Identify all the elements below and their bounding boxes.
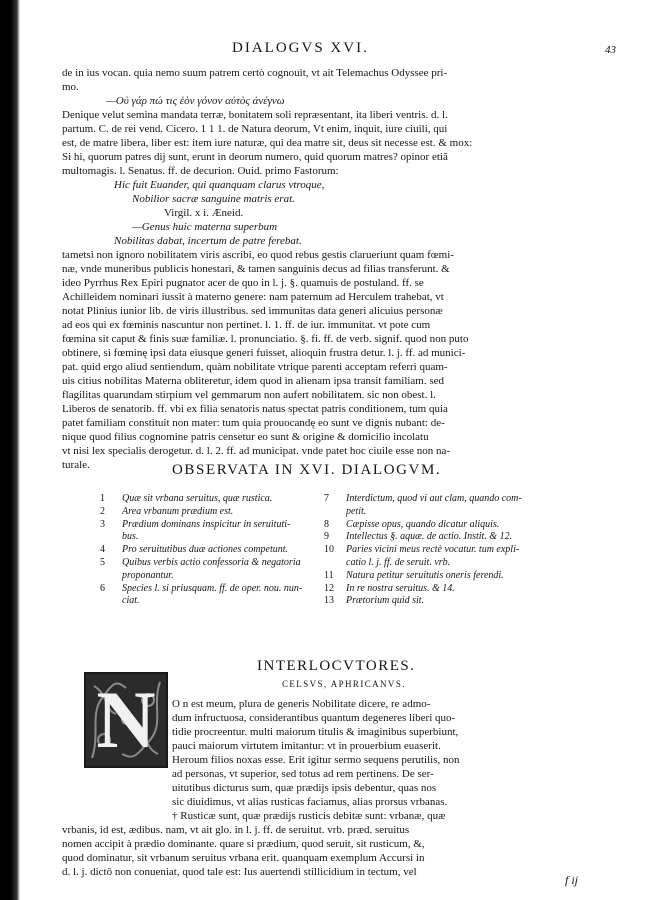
text-line: patet familiam constituit non mater: tum quia prouocandę eo sunt ve dignis nubant: de- xyxy=(62,417,445,429)
entry-text: Natura petitur seruitutis oneris ferendi. xyxy=(346,569,504,581)
verse-line: Hic fuit Euander, qui quanquam clarus vtroque, xyxy=(114,179,325,191)
observata-entry xyxy=(100,519,350,545)
entry-text: Species l. si priusquam. ff. de oper. nou. nun- ciat. xyxy=(122,582,303,607)
verse-line: Nobilior sacræ sanguine matris erat. xyxy=(132,193,295,205)
observata-entry xyxy=(324,519,574,532)
page-number: 43 xyxy=(605,44,616,56)
entry-number: 9 xyxy=(324,531,329,543)
observata-entry xyxy=(100,557,350,583)
entry-text: Interdictum, quod vi aut clam, quando com- petit. xyxy=(346,493,522,517)
text-line: nique quod filius cognomine patris censetur eo sunt & origine & domicilio incolatu xyxy=(62,431,429,443)
entry-number: 3 xyxy=(100,518,105,530)
text-line: vt nisi lex specialis derogetur. d. l. 2. ff. ad municipat. vnde patet hoc ciuile esse non na- xyxy=(62,445,451,457)
entry-number: 2 xyxy=(100,505,105,517)
observata-entry xyxy=(324,583,574,596)
text-line: uitutibus dicturus sum, quæ prædijs ipsis debentur, quas nos xyxy=(172,782,437,794)
text-line: vrbanis, id est, ædibus. nam, vt ait glo. in l. j. ff. de seruitut. vrb. præd. seruitus xyxy=(62,824,410,836)
entry-number: 10 xyxy=(324,544,334,556)
text-line: Si hi, quorum patres dij sunt, erunt in deorum numero, quid quorum matres? opinor etiã xyxy=(62,151,448,163)
entry-text: Paries vicini meus rectè vocatur. tum expli- catio l. j. ff. de seruit. vrb. xyxy=(346,544,520,568)
text-line: sic diuidimus, vt alias rusticas faciamus, alias prorsus vrbanas. xyxy=(172,796,448,808)
text-line: d. l. j. dictō non conueniat, quod tale est: Ius auertendi stillicidium in tectum, vel xyxy=(62,866,417,878)
text-line: obtinere, si fœminę ipsi data eiusque generi fuisset, alioquin frustra detur. l. j. ff. ad munici- xyxy=(62,347,466,359)
entry-text: Cæpisse opus, quando dicatur aliquis. xyxy=(346,518,500,530)
text-line: pat. quid ergo aliud sentiendum, quàm nobilitate vtrique parenti acceptam referri quam- xyxy=(62,361,448,373)
observata-right-column xyxy=(324,493,574,608)
book-page xyxy=(62,0,622,900)
text-line: † Rusticæ sunt, quæ prædijs rusticis debitæ sunt: vrbanæ, quæ xyxy=(172,810,446,822)
dialogue-text xyxy=(62,697,622,879)
text-line: O n est meum, plura de generis Nobilitate dicere, re admo- xyxy=(172,698,431,710)
text-line: de in ius vocan. quia nemo suum patrem certò cognouit, vt ait Telemachus Odyssee pri- xyxy=(62,67,448,79)
observata-entry xyxy=(100,506,350,519)
entry-text: Quæ sit vrbana seruitus, quæ rustica. xyxy=(122,493,273,504)
text-line: dum infructuosa, considerantibus quantum degeneres liberi quo- xyxy=(172,712,456,724)
interlocutores-title: INTERLOCVTORES. xyxy=(257,658,416,674)
entry-number: 13 xyxy=(324,595,334,607)
entry-number: 5 xyxy=(100,556,105,568)
entry-number: 7 xyxy=(324,493,329,504)
verse-line: —Genus huic materna superbum xyxy=(132,221,278,233)
text-line: mo. xyxy=(62,81,79,93)
observata-entry xyxy=(324,493,574,519)
text-line: tametsi non ignoro nobilitatem viris ascribi, eo quod rebus gestis clarueriunt quam fœmi- xyxy=(62,249,454,261)
text-line: uis citius nobilitas Materna obliteretur, idem quod in alienam ipsa transit familiam. sed xyxy=(62,375,445,387)
text-line: nomen accipit à prædio dominante. quare si prædium, quod seruit, sit rusticum, &, xyxy=(62,838,425,850)
text-line: notat Plinius iunior lib. de viris illustribus. sed immunitas data generi alicuius personæ xyxy=(62,305,443,317)
text-line: multomagis. l. Senatus. ff. de decurion. Ouid. primo Fastorum: xyxy=(62,165,339,177)
observata-entry xyxy=(100,544,350,557)
observata-entry xyxy=(324,544,574,570)
entry-number: 8 xyxy=(324,518,329,530)
entry-number: 12 xyxy=(324,582,334,594)
entry-text: Intellectus §. aquæ. de actio. Instit. & 12. xyxy=(346,531,513,543)
text-line: ideo Pyrrhus Rex Epiri pugnator acer de quo in l. j. §. quamuis de postuland. ff. se xyxy=(62,277,424,289)
observata-entry xyxy=(324,531,574,544)
text-line: næ, vnde muneribus publicis honestari, & tamen sanguinis decus ad filias transferunt. & xyxy=(62,263,450,275)
running-head: DIALOGVS XVI. xyxy=(232,40,369,56)
text-line: ad eos qui ex fœminis nascuntur non pertinet. l. 1. ff. de iur. immunitat. vt pote cum xyxy=(62,319,431,331)
text-line: turale. xyxy=(62,459,90,471)
verse-citation: Virgil. x i. Æneid. xyxy=(164,207,244,219)
entry-number: 11 xyxy=(324,569,334,581)
entry-number: 1 xyxy=(100,493,105,504)
text-line: pauci maiorum virtutem imitantur: vt in prouerbium euaserit. xyxy=(172,740,441,752)
text-line: est, de matre libera, liber est: item iure naturæ, qui dea matre sit, deus sit necesse est. & mox: xyxy=(62,137,473,149)
observata-entry xyxy=(100,493,350,506)
initial-letter: N xyxy=(96,674,156,765)
observata-entry xyxy=(100,583,350,609)
text-line: flagilitas quarundam stirpium vel gemmarum non aufert nobilitatem. sic non obest. l. xyxy=(62,389,436,401)
text-line: partum. C. de rei vend. Cicero. 1 1 1. de Natura deorum, Vt enim, inquit, iure ciuili, qui xyxy=(62,123,448,135)
text-line: tidie procreentur. multi maiorum titulis & imaginibus superbiunt, xyxy=(172,726,459,738)
speakers-list: CELSVS, APHRICANVS. xyxy=(282,679,406,689)
greek-quotation: —Οὐ γάρ πώ τις ἑὸν γόνον αὐτὸς ἀνέγνω xyxy=(106,95,285,107)
observata-entry xyxy=(324,570,574,583)
text-line: Liberos de senatorib. ff. vbi ex filia senatoris natus spectat patris conditionem, tum quia xyxy=(62,403,448,415)
entry-number: 4 xyxy=(100,544,105,556)
body-text xyxy=(62,66,622,472)
observata-entry xyxy=(324,595,574,608)
signature-mark: f ij xyxy=(565,873,579,887)
entry-number: 6 xyxy=(100,582,105,594)
entry-text: Area vrbanum prædium est. xyxy=(122,505,234,517)
entry-text: Pro seruitutibus duæ actiones competunt. xyxy=(122,544,289,556)
text-line: quod dominatur, sit vrbanum seruitus vrbana erit. quanquam exemplum Accursi in xyxy=(62,852,425,864)
entry-text: Prætorium quid sit. xyxy=(346,595,425,607)
text-line: Achilleidem nominari iussit à materno genere: nam paternum ad Herculem trahebat, vt xyxy=(62,291,444,303)
book-binding-edge xyxy=(0,0,20,900)
verse-line: Nobilitas dabat, incertum de patre ferebat. xyxy=(114,235,302,247)
text-line: Heroum filios noxas esse. Erit igitur sermo sequens perutilis, non xyxy=(172,754,460,766)
entry-text: In re nostra seruitus. & 14. xyxy=(346,582,455,594)
entry-text: Quibus verbis actio confessoria & negatoria proponantur. xyxy=(122,556,301,581)
text-line: Denique velut semina mandata terræ, bonitatem soli repræsentant, ita liberi ventris. d. l. xyxy=(62,109,448,121)
text-line: ad personas, vt superior, sed totus ad rem pertinens. De ser- xyxy=(172,768,434,780)
entry-text: Prædium dominans inspicitur in seruituti- bus. xyxy=(122,518,291,543)
observata-title: OBSERVATA IN XVI. DIALOGVM. xyxy=(172,462,442,478)
text-line: fœmina sit caput & finis suæ familiæ. l. pronunciatio. §. fi. ff. de verb. signif. quod non puto xyxy=(62,333,469,345)
observata-left-column xyxy=(100,493,350,608)
